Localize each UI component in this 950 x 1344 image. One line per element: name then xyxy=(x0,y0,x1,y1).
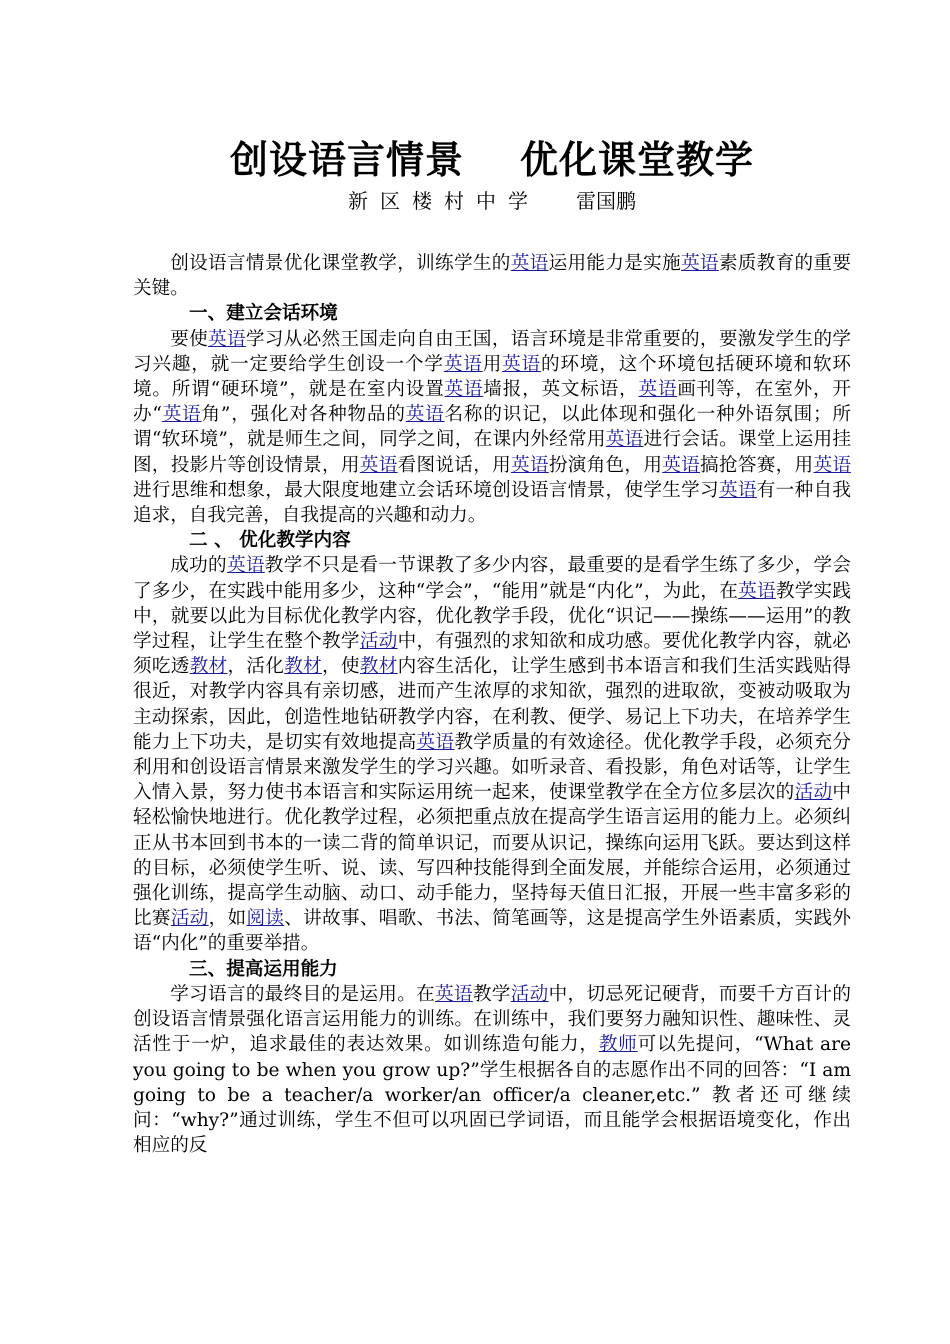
text-run: 进行思维和想象，最大限度地建立会话环境创设语言情景，使学生学习 xyxy=(133,479,719,501)
link-yingyu[interactable]: 英语 xyxy=(605,429,644,451)
link-huodong[interactable]: 活动 xyxy=(170,908,209,930)
article-body xyxy=(133,251,851,1158)
link-yingyu[interactable]: 英语 xyxy=(662,454,701,476)
link-huodong[interactable]: 活动 xyxy=(794,782,833,804)
text-run: 教学实践中，就要以此为目标优化教学内容，优化教学手段，优化“识记——操练——运用”的教学过程，让学生在整个教学 xyxy=(133,580,851,653)
text-run: ，使 xyxy=(322,656,360,678)
text-run: 创设语言情景优化课堂教学，训练学生的 xyxy=(170,253,511,274)
text-run: 画刊等，在室外，开办“ xyxy=(133,379,851,426)
section-2-heading: 二 、 优化教学内容 xyxy=(189,530,351,552)
text-run: 进行会话。课堂上运用挂图，投影片等创设情景，用 xyxy=(133,429,851,476)
text-run: 教学不只是看一节课教了多少内容，最重要的是看学生练了多少，学会了多少，在实践中能用多少，这种“学会”，“能用”就是“内化”，为此，在 xyxy=(133,555,851,602)
text-run: 教学 xyxy=(472,983,511,1005)
school-name: 新区楼村中学 xyxy=(348,189,540,213)
text-run: ，活化 xyxy=(227,656,285,678)
link-yingyu[interactable]: 英语 xyxy=(226,555,265,577)
text-run: 搞抢答赛，用 xyxy=(700,454,814,476)
link-yingyu[interactable]: 英语 xyxy=(718,479,757,501)
link-huodong[interactable]: 活动 xyxy=(359,631,398,653)
link-jiaocai[interactable]: 教材 xyxy=(359,656,398,678)
text-run: 素质教育的重要关键。 xyxy=(133,253,851,300)
link-yingyu[interactable]: 英语 xyxy=(443,353,483,375)
link-jiaocai[interactable]: 教材 xyxy=(284,656,323,678)
link-yuedu[interactable]: 阅读 xyxy=(246,908,285,930)
link-yingyu[interactable]: 英语 xyxy=(444,379,484,401)
link-yingyu[interactable]: 英语 xyxy=(638,379,678,401)
link-yingyu[interactable]: 英语 xyxy=(416,731,455,753)
section-3-paragraph xyxy=(133,982,851,1158)
link-yingyu[interactable]: 英语 xyxy=(511,454,549,476)
section-3-heading: 三、提高运用能力 xyxy=(189,958,338,980)
text-run: 学习语言的最终目的是运用。在 xyxy=(170,983,436,1005)
text-run: 看图说话，用 xyxy=(397,454,512,476)
link-yingyu[interactable]: 英语 xyxy=(510,253,549,274)
text-run: ，如 xyxy=(208,908,247,930)
text-run: 成功的 xyxy=(170,555,227,577)
text-run: 扮演角色，用 xyxy=(548,454,663,476)
text-run: 角”，强化对各种物品的 xyxy=(201,404,406,426)
text-run: 要使 xyxy=(170,328,209,350)
section-1-paragraph xyxy=(133,327,851,529)
text-run: 名称的识记，以此体现和强化一种外语氛围；所谓“软环境”，就是师生之间，同学之间，在课内外经常用 xyxy=(133,404,851,451)
page-title xyxy=(133,135,851,185)
text-run: 可以先提问，“What are you going to be when you grow up?”学生根据各自的志愿作出不同的回答：“I am going to be a teacher/a worker/an officer/a cleaner,etc.” 教者还可继续问：“why?”通过训练，学生不但可以巩固已学词语，而且能学会根据语境变化，作出相应的反 xyxy=(133,1034,851,1157)
text-run: 的环境，这个环境包括硬环境和软环境。所谓“硬环境”，就是在室内设置 xyxy=(133,353,851,401)
text-run: 、讲故事、唱歌、书法、简笔画等，这是提高学生外语素质，实践外语“内化”的重要举措。 xyxy=(133,908,851,955)
text-run: 用 xyxy=(482,353,503,375)
text-run: 中，切忌死记硬背，而要千方百计的创设语言情景强化语言运用能力的训练。在训练中，我们要努力融知识性、趣味性、灵活性于一炉，追求最佳的表达效果。如训练造句能力， xyxy=(133,983,851,1056)
link-huodong[interactable]: 活动 xyxy=(510,983,549,1005)
text-run: 教学质量的有效途径。优化教学手段，必须充分利用和创设语言情景来激发学生的学习兴趣。如听录音、看投影，角色对话等，让学生入情入景，努力使书本语言和实际运用统一起来，使课堂教学在全方位多层次的 xyxy=(133,731,851,804)
link-yingyu[interactable]: 英语 xyxy=(405,404,445,426)
title-part-1: 创设语言情景 xyxy=(229,137,464,182)
section-2-paragraph xyxy=(133,553,851,956)
author-name: 雷国鹏 xyxy=(576,189,636,213)
text-run: 墙报，英文标语， xyxy=(483,379,639,401)
link-yingyu[interactable]: 英语 xyxy=(813,454,851,476)
text-run: 中，有强烈的求知欲和成功感。要优化教学内容，就必须吃透 xyxy=(133,631,851,678)
link-yingyu[interactable]: 英语 xyxy=(359,454,398,476)
text-run: 学习从必然王国走向自由王国，语言环境是非常重要的，要激发学生的学习兴趣，就一定要给学生创设一个学 xyxy=(133,328,851,375)
text-run: 中轻松愉快地进行。优化教学过程，必须把重点放在提高学生语言运用的能力上。必须纠正从书本回到书本的一读二背的简单识记，而要从识记，操练向运用飞跃。要达到这样的目标，必须使学生听、说、读、写四种技能得到全面发展，并能综合运用，必须通过强化训练，提高学生动脑、动口、动手能力，坚持每天值日汇报，开展一些丰富多彩的比赛 xyxy=(133,782,851,930)
link-yingyu[interactable]: 英语 xyxy=(208,328,246,350)
text-run: 运用能力是实施 xyxy=(548,253,681,274)
link-jiaocai[interactable]: 教材 xyxy=(189,656,228,678)
text-run: 内容生活化，让学生感到书本语言和我们生活实践贴得很近，对教学内容具有亲切感，进而产生浓厚的求知欲，强烈的进取欲，变被动吸取为主动探索，因此，创造性地钻研教学内容，在利教、便学、易记上下功夫，在培养学生能力上下功夫，是切实有效地提高 xyxy=(133,656,851,753)
section-1-heading: 一、建立会话环境 xyxy=(189,303,338,325)
title-part-2: 优化课堂教学 xyxy=(520,137,755,182)
link-yingyu[interactable]: 英语 xyxy=(435,983,473,1005)
link-yingyu[interactable]: 英语 xyxy=(738,580,776,602)
link-yingyu[interactable]: 英语 xyxy=(161,404,202,426)
byline xyxy=(133,187,851,215)
intro-paragraph xyxy=(133,251,851,301)
text-run: 有一种自我追求，自我完善，自我提高的兴趣和动力。 xyxy=(133,479,851,527)
link-jiaoshi[interactable]: 教师 xyxy=(598,1034,638,1056)
document-page xyxy=(133,135,851,1158)
link-yingyu[interactable]: 英语 xyxy=(502,353,541,375)
link-yingyu[interactable]: 英语 xyxy=(681,253,719,274)
